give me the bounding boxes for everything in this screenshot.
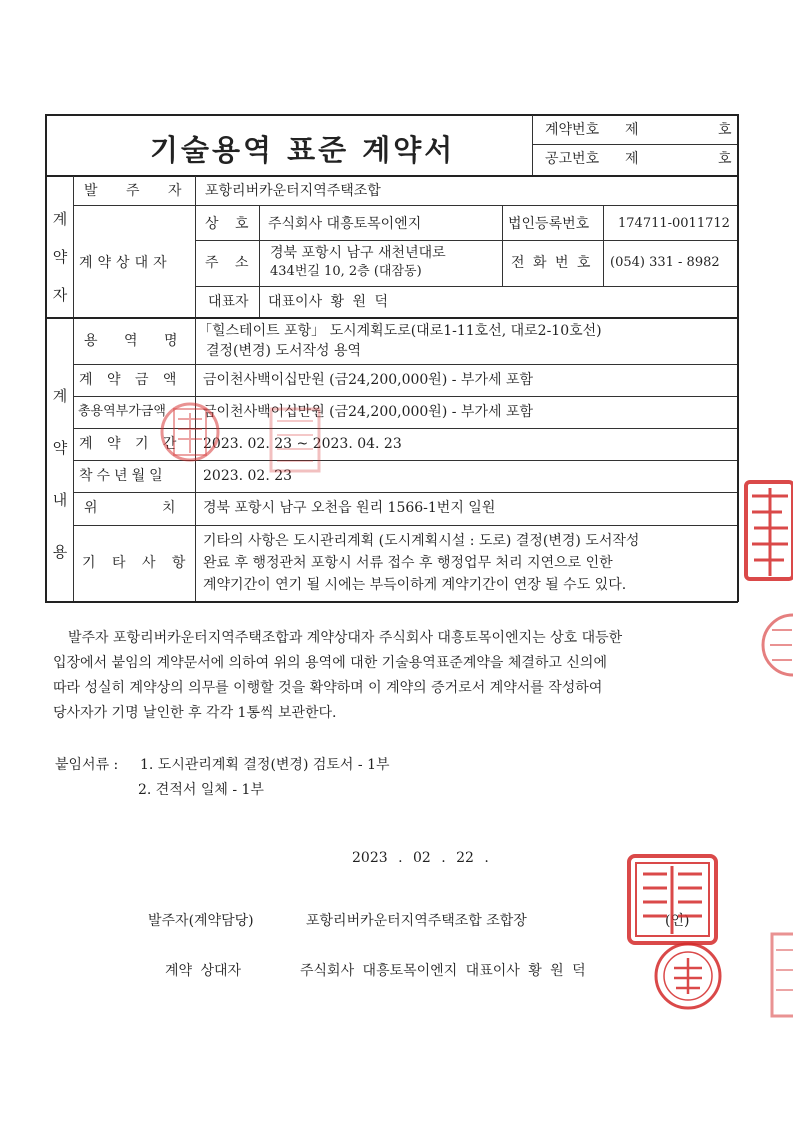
other-line-1: 기타의 사항은 도시관리계획 (도시계획시설 : 도로) 결정(변경) 도서작성: [203, 533, 640, 549]
sign2-value: 주식회사 대흥토목이엔지 대표이사 황 원 덕: [300, 963, 586, 979]
grid-line: [45, 175, 738, 177]
section-char: 내: [52, 491, 68, 509]
notice-no-suffix: 호: [718, 151, 732, 167]
section-char: 계: [52, 387, 68, 405]
notice-no-value: 제: [625, 151, 639, 167]
section-char: 용: [52, 543, 68, 561]
sign2-label: 계약 상대자: [165, 963, 242, 979]
table-bottom-border: [45, 601, 738, 603]
section-char: 약: [52, 439, 68, 457]
start-value: 2023. 02. 23: [203, 468, 293, 484]
grid-line: [73, 525, 737, 526]
counterparty-label: 계약상대자: [79, 255, 172, 271]
total-label: 총용역부가금액: [78, 404, 166, 419]
location-value: 경북 포항시 남구 오천읍 원리 1566-1번지 일원: [203, 500, 496, 516]
seal-stamp-icon: [625, 852, 720, 947]
notice-no-label: 공고번호: [545, 151, 600, 167]
section-char: 자: [52, 286, 68, 304]
attach-label: 붙임서류 :: [55, 757, 119, 773]
contract-no-suffix: 호: [718, 122, 732, 138]
section-char: 약: [52, 248, 68, 266]
grid-line: [45, 317, 738, 319]
company-label: 상 호: [205, 216, 255, 232]
section-contract-detail-label: [52, 370, 68, 578]
phone-label: 전 화 번 호: [511, 255, 593, 271]
orderer-label: 발 주 자: [84, 183, 194, 199]
seal-stamp-icon: [265, 405, 325, 475]
section-contractors-label: [52, 200, 68, 314]
grid-line: [73, 364, 737, 365]
grid-line: [73, 176, 74, 601]
grid-line: [73, 205, 737, 206]
grid-line: [603, 206, 604, 286]
body-line-4: 당사자가 기명 날인한 후 각각 1통씩 보관한다.: [53, 705, 337, 721]
grid-line: [259, 206, 260, 317]
seal-stamp-icon: [760, 600, 793, 690]
table-left-border: [45, 114, 47, 602]
grid-line: [502, 206, 503, 286]
period-label: 계 약 기 간: [79, 436, 182, 452]
other-line-3: 계약기간이 연기 될 시에는 부득이하게 계약기간이 연장 될 수도 있다.: [203, 577, 627, 593]
other-label: 기 타 사 항: [82, 555, 192, 571]
section-char: 계: [52, 210, 68, 228]
amount-label: 계 약 금 액: [79, 372, 182, 388]
grid-line: [532, 115, 533, 175]
contract-no-label: 계약번호: [545, 122, 600, 138]
total-value: 금이천사백이십만원 (금24,200,000원) - 부가세 포함: [203, 404, 533, 420]
grid-line: [195, 240, 737, 241]
sign1-label: 발주자(계약담당): [148, 913, 254, 929]
service-line1: 「힐스테이트 포항」 도시계획도로(대로1-11호선, 대로2-10호선): [198, 323, 602, 339]
grid-line: [532, 144, 737, 145]
phone-value: (054) 331 - 8982: [610, 255, 720, 270]
seal-stamp-icon: [742, 478, 793, 583]
grid-line: [195, 176, 196, 317]
bizno-label: 법인등록번호: [508, 216, 590, 232]
body-line-3: 따라 성실히 계약상의 의무를 이행할 것을 확약하며 이 계약의 증거로서 계약서를 작성하여: [53, 680, 603, 696]
location-label: 위 치: [84, 500, 206, 516]
address-label: 주 소: [205, 255, 255, 271]
grid-line: [73, 492, 737, 493]
start-label: 착수년월일: [79, 468, 167, 484]
rep-value: 대표이사 황 원 덕: [268, 294, 389, 310]
service-label: 용 역 명: [84, 333, 189, 349]
attach-item-2: 2. 견적서 일체 - 1부: [138, 782, 264, 798]
seal-stamp-icon: [160, 395, 220, 470]
address-line1: 경북 포항시 남구 새천년대로: [270, 245, 446, 261]
orderer-value: 포항리버카운터지역주택조합: [205, 183, 381, 199]
period-value: 2023. 02. 23 ~ 2023. 04. 23: [203, 436, 402, 452]
attach-item-1: 1. 도시관리계획 결정(변경) 검토서 - 1부: [140, 757, 390, 773]
amount-value: 금이천사백이십만원 (금24,200,000원) - 부가세 포함: [203, 372, 533, 388]
seal-stamp-icon: [770, 930, 793, 1020]
grid-line: [195, 286, 737, 287]
sign1-value: 포항리버카운터지역주택조합 조합장: [306, 913, 527, 929]
service-line2: 결정(변경) 도서작성 용역: [206, 343, 362, 359]
other-line-2: 완료 후 행정관처 포항시 서류 접수 후 행정업무 처리 지연으로 인한: [203, 555, 613, 571]
company-value: 주식회사 대흥토목이엔지: [268, 216, 422, 232]
address-line2: 434번길 10, 2층 (대잠동): [270, 264, 422, 279]
seal-stamp-icon: [652, 940, 724, 1012]
body-line-1: 발주자 포항리버카운터지역주택조합과 계약상대자 주식회사 대흥토목이엔지는 상호 대등한: [68, 630, 623, 646]
rep-label: 대표자: [208, 294, 249, 310]
contract-no-value: 제: [625, 122, 639, 138]
body-line-2: 입장에서 붙임의 계약문서에 의하여 위의 용역에 대한 기술용역표준계약을 체결하고 신의에: [53, 655, 607, 671]
document-title: 기술용역 표준 계약서: [150, 133, 456, 167]
table-right-border: [737, 114, 739, 602]
contract-date: 2023 . 02 . 22 .: [352, 850, 489, 866]
bizno-value: 174711-0011712: [618, 216, 730, 231]
sign1-seal-mark: (인): [665, 913, 690, 929]
table-top-border: [45, 114, 738, 116]
